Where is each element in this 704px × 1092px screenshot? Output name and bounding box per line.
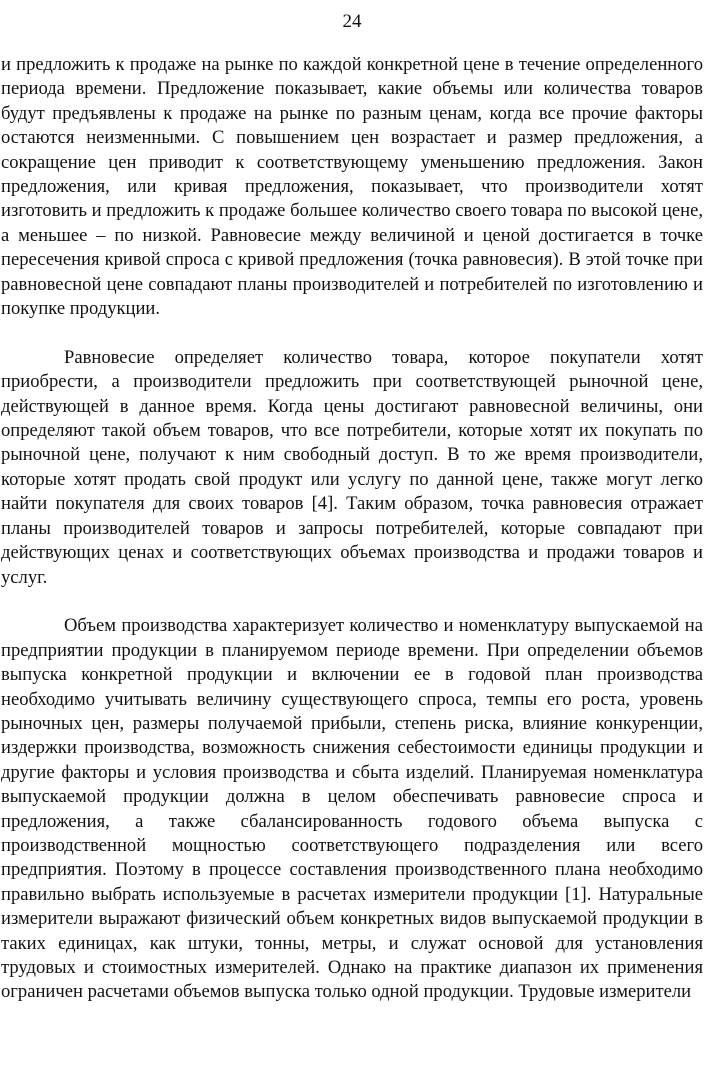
page-body bbox=[1, 53, 703, 1005]
page-number: 24 bbox=[342, 11, 362, 32]
paragraph-equilibrium: Равновесие определяет количество товара, которое покупатели хотят приобрести, а производители предложить при соответствующей рыночной цене, действующей в данное время. Когда цены достигают равновесной величины, они определяют такой объем товаров, что все потребители, которые хотят их покупать по рыночной цене, получают к ним свободный доступ. В то же время производители, которые хотят продать свой продукт или услугу по данной цене, также могут легко найти покупателя для своих товаров [4]. Таким образом, точка равновесия отражает планы производителей товаров и запросы потребителей, которые совпадают при действующих ценах и соответствующих объемах производства и продажи товаров и услуг. bbox=[1, 346, 703, 588]
paragraph-production-volume: Объем производства характеризует количество и номенклатуру выпускаемой на предприятии продукции в планируемом периоде времени. При определении объемов выпуска конкретной продукции и включении ее в годовой план производства необходимо учитывать величину существующего спроса, темпы его роста, уровень рыночных цен, размеры получаемой прибыли, степень риска, влияние конкуренции, издержки производства, возможность снижения себестоимости единицы продукции и другие факторы и условия производства и сбыта изделий. Планируемая номенклатура выпускаемой продукции должна в целом обеспечивать равновесие спроса и предложения, а также сбалансированность годового объема выпуска с производственной мощностью соответствующего подразделения или всего предприятия. Поэтому в процессе составления производственного плана необходимо правильно выбрать используемые в расчетах измерители продукции [1]. Натуральные измерители выражают физический объем конкретных видов выпускаемой продукции в таких единицах, как штуки, тонны, метры, и служат основой для установления трудовых и стоимостных измерителей. Однако на практике диапазон их применения ограничен расчетами объемов выпуска только одной продукции. Трудовые измерители bbox=[1, 615, 703, 1003]
paragraph-continuation: и предложить к продаже на рынке по каждой конкретной цене в течение определенного периода времени. Предложение показывает, какие объемы или количества товаров будут предъявлены к продаже на рынке по разным ценам, когда все прочие факторы остаются неизменными. С повышением цен возрастает и размер предложения, а сокращение цен приводит к соответствующему уменьшению предложения. Закон предложения, или кривая предложения, показывает, что производители хотят изготовить и предложить к продаже большее количество своего товара по высокой цене, а меньшее – по низкой. Равновесие между величиной и ценой достигается в точке пересечения кривой спроса с кривой предложения (точка равновесия). В этой точке при равновесной цене совпадают планы производителей и потребителей по изготовлению и покупке продукции. bbox=[1, 54, 703, 320]
